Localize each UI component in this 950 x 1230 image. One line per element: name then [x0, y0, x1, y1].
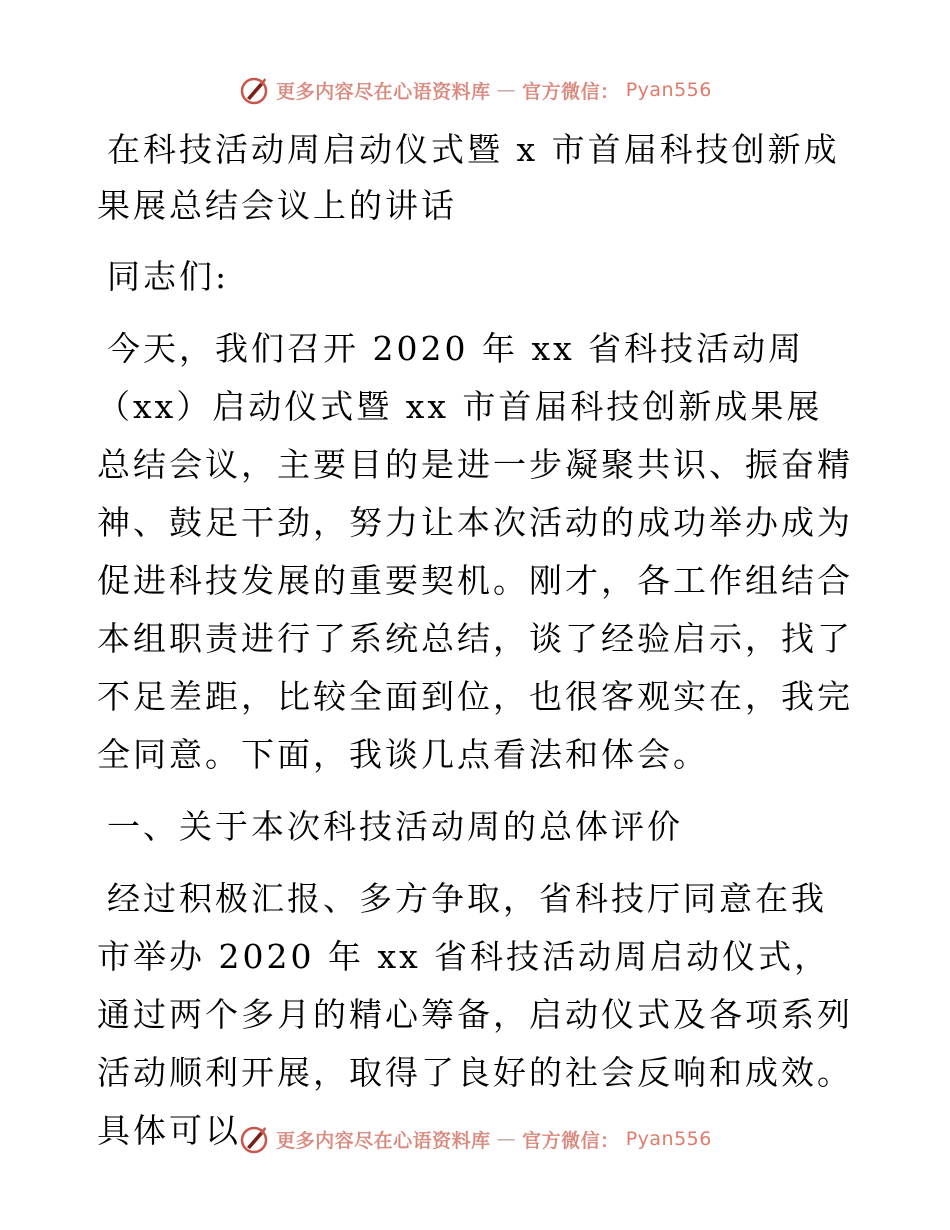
watermark-account: Pyan556 — [625, 79, 712, 101]
watermark-separator: — — [496, 79, 517, 101]
watermark-main-text: 更多内容尽在心语资料库 — [276, 80, 491, 103]
document-body — [97, 122, 857, 1174]
body-paragraph: 经过积极汇报、多方争取，省科技厅同意在我市举办 2020 年 xx 省科技活动周启动仪式，通过两个多月的精心筹备，启动仪式及各项系列活动顺利开展，取得了良好的社会反响和成效。具体可以 — [97, 879, 853, 1150]
footer-watermark-banner — [0, 1117, 950, 1161]
section-heading: 一、关于本次科技活动周的总体评价 — [107, 807, 683, 846]
header-watermark-banner — [0, 68, 950, 112]
body-paragraph: 今天，我们召开 2020 年 xx 省科技活动周（xx）启动仪式暨 xx 市首届科技创新成果展总结会议，主要目的是进一步凝聚共识、振奋精神、鼓足干劲，努力让本次活动的成功举办成为促进科技发展的重要契机。刚才，各工作组结合本组职责进行了系统总结，谈了经验启示，找了不足差距，比较全面到位，也很客观实在，我完全同意。下面，我谈几点看法和体会。 — [97, 329, 853, 774]
watermark-official-wechat: 官方微信： — [522, 1129, 620, 1152]
document-title: 在科技活动周启动仪式暨 x 市首届科技创新成果展总结会议上的讲话 — [97, 130, 840, 225]
watermark-separator: — — [496, 1128, 517, 1150]
salutation: 同志们: — [107, 257, 230, 296]
quill-circle-logo-icon — [238, 1123, 270, 1155]
quill-circle-logo-icon — [238, 74, 270, 106]
watermark-main-text: 更多内容尽在心语资料库 — [276, 1129, 491, 1152]
watermark-official-wechat: 官方微信： — [522, 80, 620, 103]
watermark-account: Pyan556 — [625, 1128, 712, 1150]
